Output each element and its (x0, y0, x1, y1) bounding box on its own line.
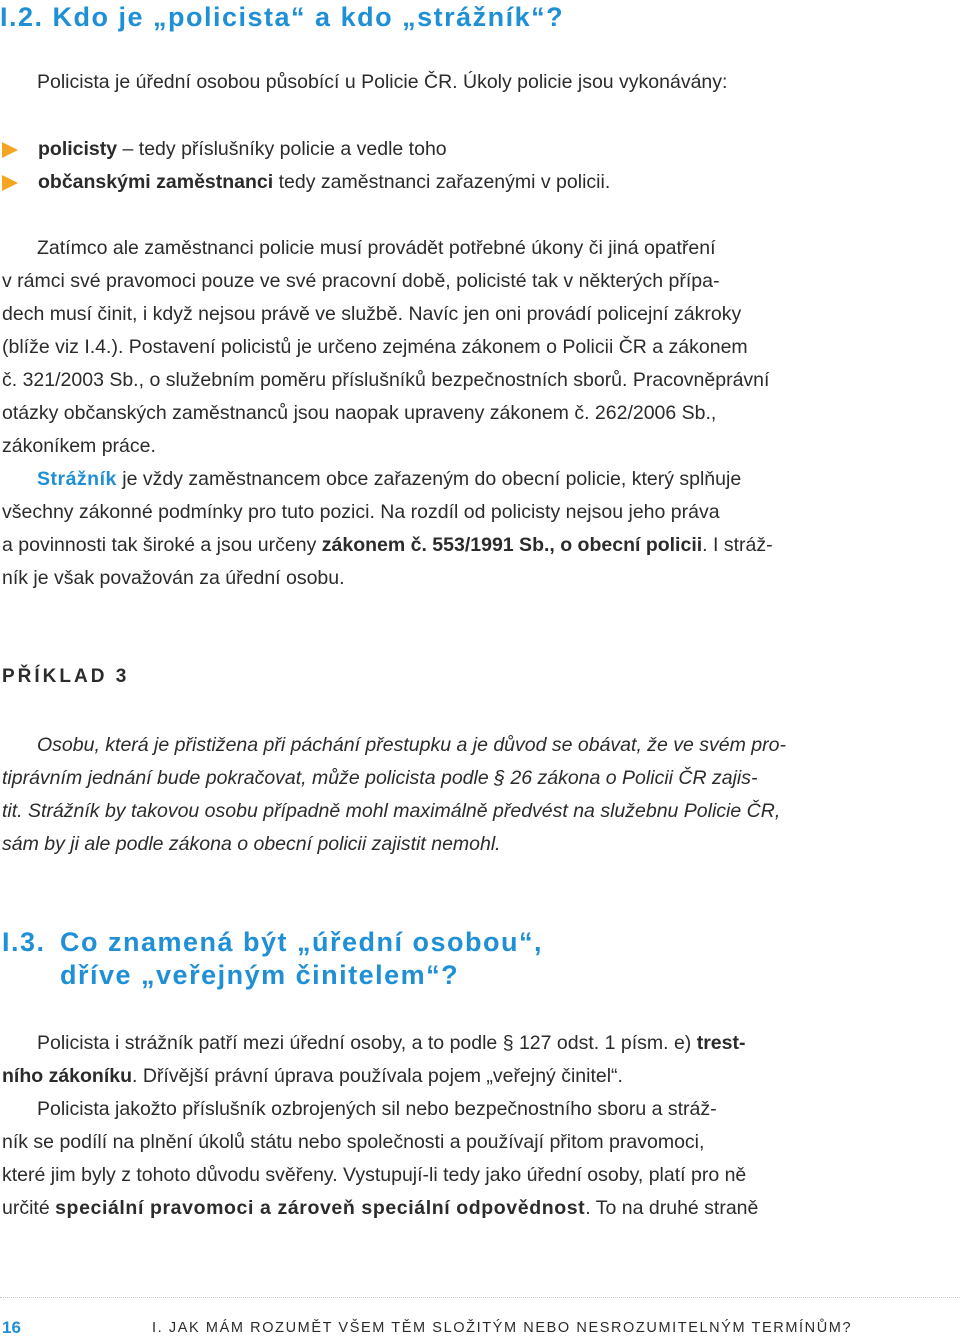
section-heading-2: Co znamená být „úřední osobou“, dříve „veřejným činitelem“? (60, 927, 544, 990)
body-paragraph-3: Policista i strážník patří mezi úřední osoby, a to podle § 127 odst. 1 písm. e) trest- ního zákoníku. Dřívější právní úprava používala pojem „veřejný činitel“. (2, 1032, 746, 1087)
example-text: Osobu, která je přistižena při páchání přestupku a je důvod se obávat, že ve svém pro- tiprávním jednání bude pokračovat, může policista podle § 26 zákona o Policii ČR zajis- tit. Strážník by takovou osobu případně mohl maximálně předvést na služebnu Policie ČR, sám by ji ale podle zákona o obecní policii zajistit nemohl. (2, 734, 786, 855)
triangle-bullet-icon (2, 175, 18, 191)
triangle-bullet-icon (2, 142, 18, 158)
bullet-list (2, 133, 610, 199)
list-item: občanskými zaměstnanci tedy zaměstnanci zařazenými v policii. (2, 166, 610, 199)
chapter-title: I. JAK MÁM ROZUMĚT VŠEM TĚM SLOŽITÝM NEBO NESROZUMITELNÝM TERMÍNŮM? (152, 1320, 853, 1336)
example-title: PŘÍKLAD 3 (2, 666, 130, 687)
body-paragraph-1: Zatímco ale zaměstnanci policie musí provádět potřebné úkony či jiná opatření v rámci své pravomoci pouze ve své pracovní době, policisté tak v některých přípa- dech musí činit, i když nejsou právě ve službě. Navíc jen oni provádí policejní zákroky (blíže viz I.4.). Postavení policistů je určeno zejména zákonem o Policii ČR a zákonem č. 321/2003 Sb., o služebním poměru příslušníků bezpečnostních sborů. Pracovněprávní otázky občanských zaměstnanců jsou naopak upraveny zákonem č. 262/2006 Sb., zákoníkem práce. (2, 237, 770, 457)
body-paragraph-4: Policista jakožto příslušník ozbrojených sil nebo bezpečnostního sboru a stráž- ník se podílí na plnění úkolů státu nebo společnosti a používají přitom pravomoci, které jim byly z tohoto důvodu svěřeny. Vystupují-li tedy jako úřední osoby, platí pro ně určité speciální pravomoci a zároveň speciální odpovědnost. To na druhé straně (2, 1098, 759, 1219)
section-heading: I.2. Kdo je „policista“ a kdo „strážník“? (0, 2, 565, 32)
intro-paragraph: Policista je úřední osobou působící u Policie ČR. Úkoly policie jsou vykonávány: (37, 71, 728, 93)
footer-divider (0, 1297, 960, 1298)
section-number: I.3. (2, 927, 46, 957)
term-highlight: Strážník (37, 468, 117, 490)
page-number: 16 (2, 1318, 21, 1337)
body-paragraph-2: Strážník je vždy zaměstnancem obce zařazeným do obecní policie, který splňuje všechny zákonné podmínky pro tuto pozici. Na rozdíl od policisty nejsou jeho práva a povinnosti tak široké a jsou určeny zákonem č. 553/1991 Sb., o obecní policii. I stráž- ník je však považován za úřední osobu. (2, 468, 773, 589)
list-item: policisty – tedy příslušníky policie a vedle toho (2, 133, 610, 166)
